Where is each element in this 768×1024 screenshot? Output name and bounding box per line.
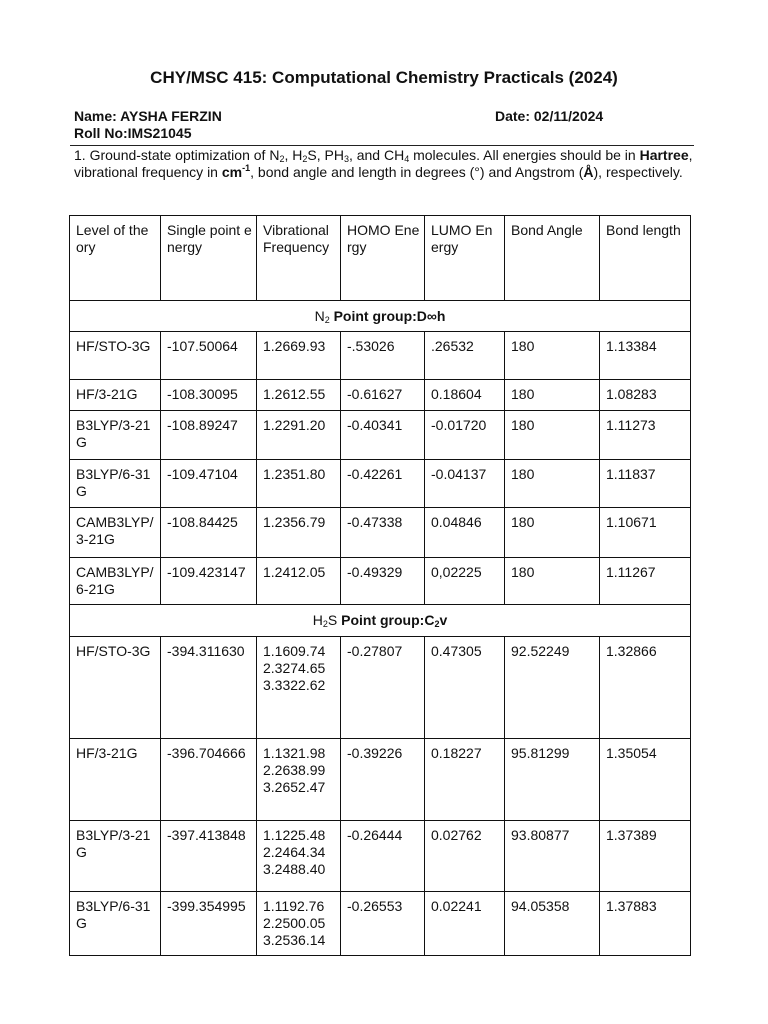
energy-cell: -107.50064 xyxy=(161,332,257,380)
length-cell: 1.11267 xyxy=(600,558,691,605)
level-cell: B3LYP/3-21G xyxy=(70,821,161,892)
length-cell: 1.08283 xyxy=(600,380,691,411)
frequency-cell: 1.2351.80 xyxy=(257,460,341,508)
frequency-cell: 1.2612.55 xyxy=(257,380,341,411)
level-cell: B3LYP/3-21G xyxy=(70,411,161,460)
header-cell: Bond length xyxy=(600,216,691,301)
header-cell: Level of theory xyxy=(70,216,161,301)
header-cell: Single point energy xyxy=(161,216,257,301)
frequency-cell: 1.1321.98 2.2638.99 3.2652.47 xyxy=(257,739,341,821)
frequency-cell: 1.2291.20 xyxy=(257,411,341,460)
angle-cell: 93.80877 xyxy=(505,821,600,892)
name-line xyxy=(74,108,694,124)
length-cell: 1.11273 xyxy=(600,411,691,460)
table-row xyxy=(70,892,691,956)
angle-cell: 180 xyxy=(505,460,600,508)
angle-cell: 180 xyxy=(505,332,600,380)
h2s-group-row xyxy=(70,605,691,637)
homo-cell: -0.39226 xyxy=(341,739,425,821)
homo-cell: -0.26553 xyxy=(341,892,425,956)
homo-cell: -0.47338 xyxy=(341,508,425,558)
table-row xyxy=(70,558,691,605)
homo-cell: -0.27807 xyxy=(341,637,425,739)
results-table xyxy=(69,215,691,956)
angle-cell: 95.81299 xyxy=(505,739,600,821)
energy-cell: -108.89247 xyxy=(161,411,257,460)
lumo-cell: 0,02225 xyxy=(425,558,505,605)
header-cell: LUMO Energy xyxy=(425,216,505,301)
level-cell: B3LYP/6-31G xyxy=(70,460,161,508)
level-cell: B3LYP/6-31G xyxy=(70,892,161,956)
frequency-cell: 1.2356.79 xyxy=(257,508,341,558)
length-cell: 1.35054 xyxy=(600,739,691,821)
table-row xyxy=(70,380,691,411)
lumo-cell: 0.18604 xyxy=(425,380,505,411)
frequency-cell: 1.1609.74 2.3274.65 3.3322.62 xyxy=(257,637,341,739)
length-cell: 1.10671 xyxy=(600,508,691,558)
header-divider xyxy=(70,145,694,146)
homo-cell: -0.49329 xyxy=(341,558,425,605)
table-row xyxy=(70,739,691,821)
frequency-cell: 1.1225.48 2.2464.34 3.2488.40 xyxy=(257,821,341,892)
homo-cell: -0.40341 xyxy=(341,411,425,460)
angle-cell: 94.05358 xyxy=(505,892,600,956)
table-row xyxy=(70,508,691,558)
h2s-point-group: $H_2S$ Point group:C2v xyxy=(70,605,691,637)
level-cell: HF/STO-3G xyxy=(70,332,161,380)
lumo-cell: 0.02241 xyxy=(425,892,505,956)
angle-cell: 180 xyxy=(505,411,600,460)
length-cell: 1.11837 xyxy=(600,460,691,508)
level-cell: HF/3-21G xyxy=(70,380,161,411)
homo-cell: -0.26444 xyxy=(341,821,425,892)
student-name: Name: AYSHA FERZIN xyxy=(74,108,222,124)
energy-cell: -397.413848 xyxy=(161,821,257,892)
homo-cell: -.53026 xyxy=(341,332,425,380)
roll-number: Roll No:IMS21045 xyxy=(74,125,192,141)
energy-cell: -396.704666 xyxy=(161,739,257,821)
lumo-cell: .26532 xyxy=(425,332,505,380)
level-cell: HF/STO-3G xyxy=(70,637,161,739)
energy-cell: -108.30095 xyxy=(161,380,257,411)
level-cell: CAMB3LYP/6-21G xyxy=(70,558,161,605)
lumo-cell: 0.02762 xyxy=(425,821,505,892)
frequency-cell: 1.2412.05 xyxy=(257,558,341,605)
level-cell: HF/3-21G xyxy=(70,739,161,821)
energy-cell: -109.423147 xyxy=(161,558,257,605)
length-cell: 1.13384 xyxy=(600,332,691,380)
homo-cell: -0.42261 xyxy=(341,460,425,508)
header-cell: Vibrational Frequency xyxy=(257,216,341,301)
question-text: 1. Ground-state optimization of $N_2$, $H_2S$, $PH_3$, and $CH_4$ molecules. All energies should be in Hartree, vibrational frequency in $cm^{-1}$, bond angle and length in degrees (°) and Angstrom (Å), respectively. xyxy=(74,147,693,180)
homo-cell: -0.61627 xyxy=(341,380,425,411)
page-title: CHY/MSC 415: Computational Chemistry Practicals (2024) xyxy=(150,68,618,87)
length-cell: 1.37883 xyxy=(600,892,691,956)
table-row xyxy=(70,460,691,508)
angle-cell: 180 xyxy=(505,508,600,558)
frequency-cell: 1.1192.76 2.2500.05 3.2536.14 xyxy=(257,892,341,956)
header-row xyxy=(70,216,691,301)
level-cell: CAMB3LYP/3-21G xyxy=(70,508,161,558)
table-row xyxy=(70,821,691,892)
length-cell: 1.37389 xyxy=(600,821,691,892)
header-cell: HOMO Energy xyxy=(341,216,425,301)
length-cell: 1.32866 xyxy=(600,637,691,739)
lumo-cell: 0.47305 xyxy=(425,637,505,739)
lumo-cell: 0.04846 xyxy=(425,508,505,558)
n2-group-row xyxy=(70,301,691,332)
angle-cell: 180 xyxy=(505,380,600,411)
angle-cell: 180 xyxy=(505,558,600,605)
lumo-cell: 0.18227 xyxy=(425,739,505,821)
table-row xyxy=(70,637,691,739)
n2-point-group: $N_2$ Point group:D∞h xyxy=(70,301,691,332)
energy-cell: -394.311630 xyxy=(161,637,257,739)
table-row xyxy=(70,411,691,460)
energy-cell: -399.354995 xyxy=(161,892,257,956)
header-cell: Bond Angle xyxy=(505,216,600,301)
table-row xyxy=(70,332,691,380)
frequency-cell: 1.2669.93 xyxy=(257,332,341,380)
lumo-cell: -0.01720 xyxy=(425,411,505,460)
energy-cell: -108.84425 xyxy=(161,508,257,558)
energy-cell: -109.47104 xyxy=(161,460,257,508)
date: Date: 02/11/2024 xyxy=(495,108,604,124)
lumo-cell: -0.04137 xyxy=(425,460,505,508)
angle-cell: 92.52249 xyxy=(505,637,600,739)
